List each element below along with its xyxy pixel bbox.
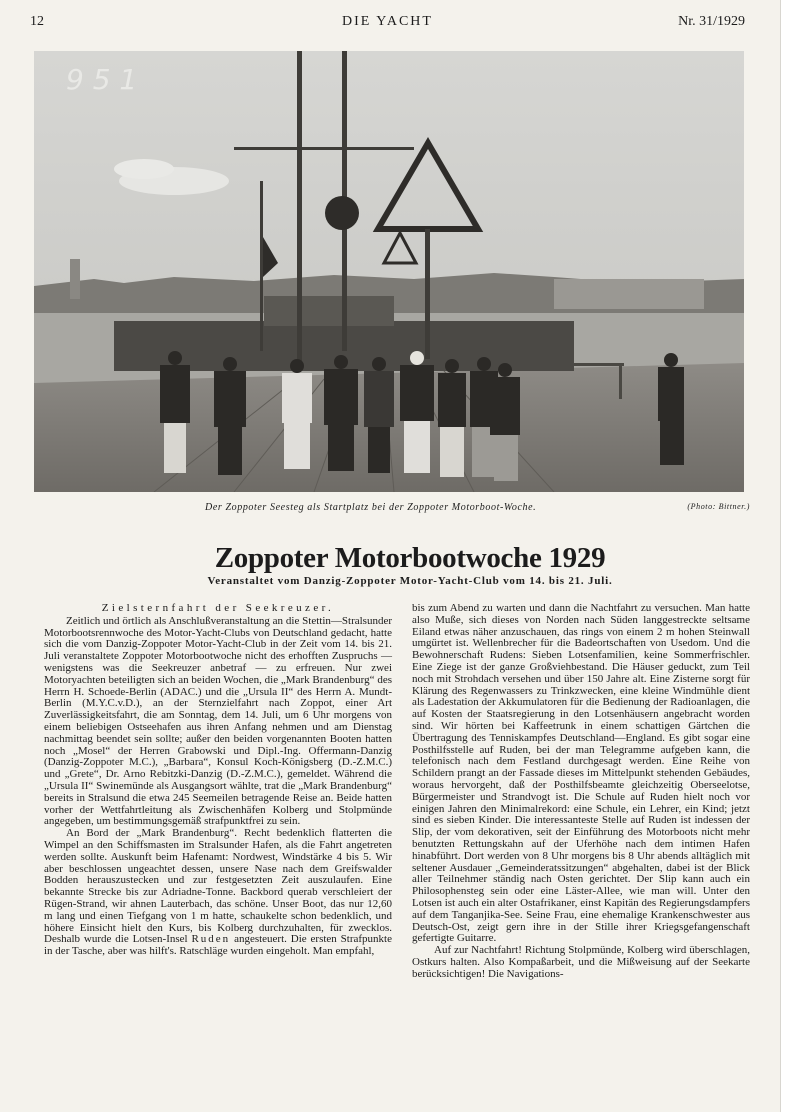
pier-photograph: [34, 51, 744, 492]
page-number: 12: [30, 14, 44, 29]
paragraph: Zeitlich und örtlich als Anschlußveranstaltung an die Stettin—Stralsunder Motorbootsrennwoche des Motor-Yacht-Clubs von Deutschland gedacht, hatte sich die vom Danzig-Zoppoter Motor-Yacht-Club in der Zeit vom 14. bis 21. Juli veranstaltete Zoppoter Motorbootwoche nicht des erhofften Zuspruchs — wenigstens was die Seekreuzer anbetraf — zu erfreuen. Nur zwei Motoryachten beteiligten sich an beiden Wochen, die „Mark Brandenburg“ des Herrn H. Schoede-Berlin (ADAC.) und die „Ursula II“ des Herrn A. Mundt-Berlin (M.Y.C.v.D.), an der Sternzielfahrt nach Zoppot, einer Art Zuverlässigkeitsfahrt, die am Sonntag, dem 14. Juli, um 6 Uhr morgens von einem beliebigen Ostseehafen aus ihren Anfang nehmen und am Dienstag nachmittag beendet sein sollte; außer den beiden vorgenannten Booten hatten noch „Mosel“ der Herren Grabowski und Dipl.-Ing. Offermann-Danzig (Danzig-Zoppoter M.C.), „Barbara“, Konsul Koch-Königsberg (D.-Z.M.C.) und „Grete“, Dr. Arno Rebitzki-Danzig (D.-Z.M.C.), gemeldet. Während die „Ursula II“ Swinemünde als Ausgangsort wählte, trat die „Mark Brandenburg“ bereits in Stralsund die etwa 245 Seemeilen betragende Reise an. Beide hatten vorher der Wettfahrtleitung als Zwischenhäfen Kolberg und Stolpmünde angegeben, um bestimmungsgemäß strafpunktfrei zu sein.: [44, 614, 392, 828]
paragraph-text: An Bord der „Mark Brandenburg“. Recht bedenklich flatterten die Wimpel an den Schiffsmasten im Stralsunder Hafen, als die Fahrt angetreten werden sollte. Auskunft beim Hafenamt: Nordwest, Windstärke 4 bis 5. Wir aber beschlossen ungeachtet dessen, unsere Nase nach dem Greifswalder Bodden herauszustecken und zur festgesetzten Zeit auszulaufen. Eine bekannte Strecke bis zur Adriadne-Tonne. Backbord querab verschleiert der Rügen-Strand, wir ahnen Lauterbach, das schöne. Unser Boot, das nur 12,60 m lang und einen Tiefgang von 1 m hatte, schaukelte schon bedenklich, und höhere Einsicht hielt den Kurs, bis Kolberg durchzuhalten, für zwecklos. Deshalb wurde die Lotsen-Insel: [44, 827, 392, 946]
paragraph-text: angesteuert. Die ersten Strafpunkte in der Tasche, aber was hilft's. Ratschläge wurden eingeholt. Man empfahl,: [44, 933, 392, 958]
photo-credit: (Photo: Bittner.): [687, 502, 750, 511]
paragraph: [44, 828, 392, 958]
paragraph: Auf zur Nachtfahrt! Richtung Stolpmünde, Kolberg wird überschlagen, Ostkurs halten. Also Kompaßarbeit, und die Mißweisung auf der Seekarte berücksichtigen! Die Navigations-: [412, 944, 750, 980]
photo-caption-line: [34, 500, 750, 516]
flagpole: [260, 181, 263, 351]
photo-scribble: 9 5 1: [66, 63, 138, 96]
cloud: [114, 159, 174, 179]
signal-ball: [325, 196, 359, 230]
article-title: Zoppoter Motorbootwoche 1929: [214, 542, 606, 574]
railing-post: [619, 363, 622, 399]
running-header: [30, 14, 745, 36]
article-column-left: [44, 603, 392, 958]
article-column-right: [412, 603, 750, 981]
paragraph: bis zum Abend zu warten und dann die Nachtfahrt zu versuchen. Man hatte also Muße, sich dieses von Norden nach Süden langgestreckte seltsame Eiland etwas näher anzuschauen, das rings von einem 2 m hohen Steinwall umgürtet ist. Wellenbrecher für die Badeortschaften von Usedom. Und die Bewohnerschaft Rudens: Sieben Lotsenfamilien, keine Sommerfrischler. Eine Ziege ist der ganze Großviehbestand. Die Häuser geduckt, zum Teil noch mit Strohdach versehen und über 150 Jahre alt. Eine Zisterne sorgt für Klärung des Regenwassers zu Trinkzwecken, eine kleine Windmühle dient als Ladestation der Akkumulatoren für die Bedienung der Radioanlagen, die auf Kosten der Staatsregierung in den Lotsenhäusern angebracht worden sind. Wir hörten bei Kaffeetrunk in einem schattigen Gärtchen die Übertragung des Tenniskampfes Deutschland—England. Es gibt sogar eine Posthilfsstelle auf Ruden, bei der man Telegramme aufgeben kann, die telefonisch nach dem Festland durchgesagt werden. Eine Reihe von Schildern prangt an der Fassade dieses im Mittelpunkt stehenden Gebäudes, woraus hervorgeht, daß der Posthilfsbeamte gleichzeitig Oberseelotse, Bürgermeister und Strandvogt ist. Die Schule auf Ruden hielt noch vor einigen Jahren den Minimalrekord: eine Schule, ein Lehrer, ein Kind; jetzt sind es sieben Kinder. Die interessanteste Stelle auf Ruden ist indessen der Slip, der vom dekorativen, seit der Einführung des Motorboots nicht mehr benutzten Rettungskahn auf der Uferhöhe nach dem intimen Hafen hinabführt. Dort werden von 8 Uhr morgens bis 8 Uhr abends alltäglich mit seltener Ausdauer „Gemeinderatssitzungen“ abgehalten, dabei ist der Blick aller Teilnehmer ständig nach Osten gerichtet. Der Slip kann auch ein Philosophensteg sein oder eine Läster-Allee, wie man will. Unter den Lotsen ist auch ein alter Ostafrikaner, einst Kapitän des Regierungsdampfers auf dem Tanganjika-See. Seine Frau, eine ehemalige Krankenschwester aus Deutsch-Ost, zeigt gern ihre in der Stille ihrer Kriegsgefangenschaft gefertigte Guitarre.: [412, 602, 750, 945]
kurhaus-building: [554, 279, 704, 309]
magazine-title: DIE YACHT: [342, 14, 433, 29]
tower: [70, 259, 80, 299]
section-heading: Zielsternfahrt der Seekreuzer.: [101, 602, 335, 614]
grandstand: [264, 296, 394, 326]
issue-number: Nr. 31/1929: [678, 14, 745, 29]
spaced-word: Ruden: [191, 933, 231, 946]
mast: [297, 51, 302, 361]
article-subtitle: Veranstaltet vom Danzig-Zoppoter Motor-Yacht-Club vom 14. bis 21. Juli.: [207, 575, 613, 587]
photo-caption: Der Zoppoter Seesteg als Startplatz bei der Zoppoter Motorboot-Woche.: [205, 502, 537, 513]
sign-post: [425, 229, 430, 359]
yardarm: [234, 147, 414, 150]
